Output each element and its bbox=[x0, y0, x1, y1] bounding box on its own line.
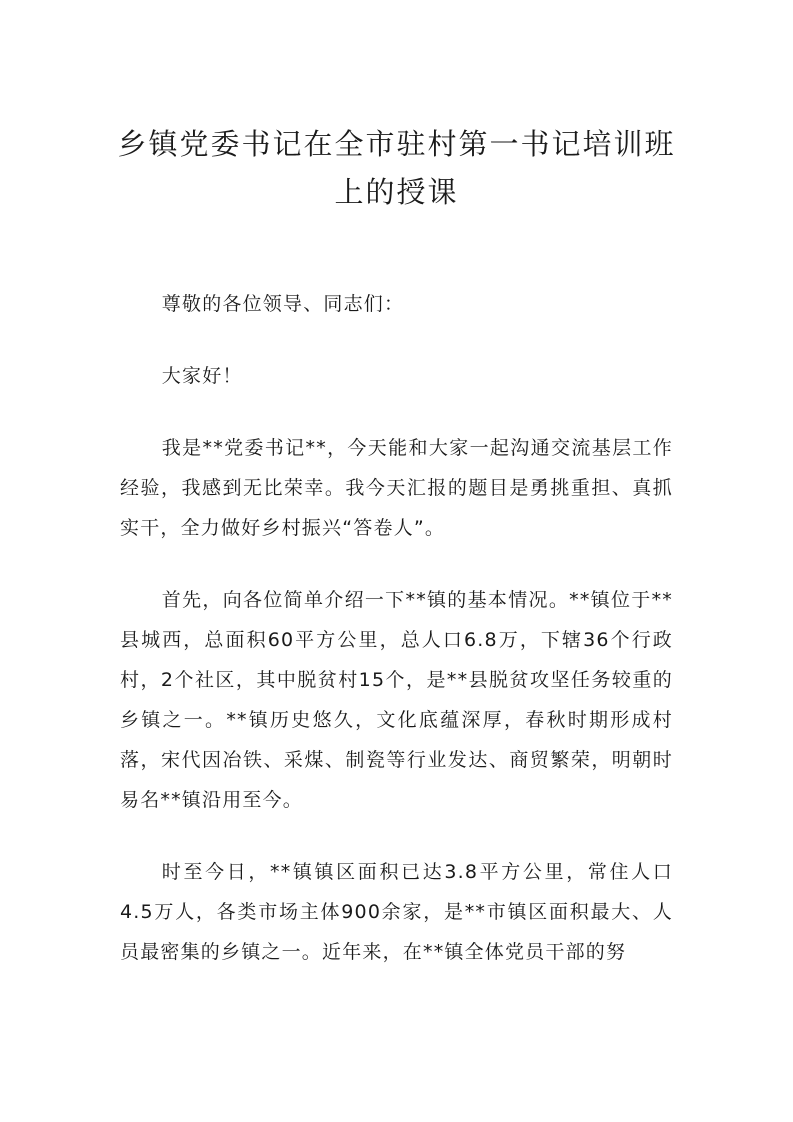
town-overview-paragraph: 首先，向各位简单介绍一下**镇的基本情况。**镇位于**县城西，总面积60平方公里，总人口6.8万，下辖36个行政村，2个社区，其中脱贫村15个，是**县脱贫攻坚任务较重的乡镇之一。**镇历史悠久，文化底蕴深厚，春秋时期形成村落，宋代因冶铁、采煤、制瓷等行业发达、商贸繁荣，明朝时易名**镇沿用至今。 bbox=[120, 589, 673, 811]
greeting-paragraph: 大家好！ bbox=[161, 365, 243, 387]
document-title bbox=[100, 120, 693, 216]
introduction-paragraph: 我是**党委书记**，今天能和大家一起沟通交流基层工作经验，我感到无比荣幸。我今天汇报的题目是勇挑重担、真抓实干，全力做好乡村振兴“答卷人”。 bbox=[120, 437, 673, 539]
title-line-2: 上的授课 bbox=[334, 175, 459, 209]
town-current-paragraph: 时至今日，**镇镇区面积已达3.8平方公里，常住人口4.5万人，各类市场主体900余家，是**市镇区面积最大、人员最密集的乡镇之一。近年来，在**镇全体党员干部的努 bbox=[120, 861, 673, 963]
salutation-paragraph: 尊敬的各位领导、同志们： bbox=[161, 293, 405, 315]
document-body bbox=[120, 284, 673, 1004]
title-line-1: 乡镇党委书记在全市驻村第一书记培训班 bbox=[117, 127, 676, 161]
